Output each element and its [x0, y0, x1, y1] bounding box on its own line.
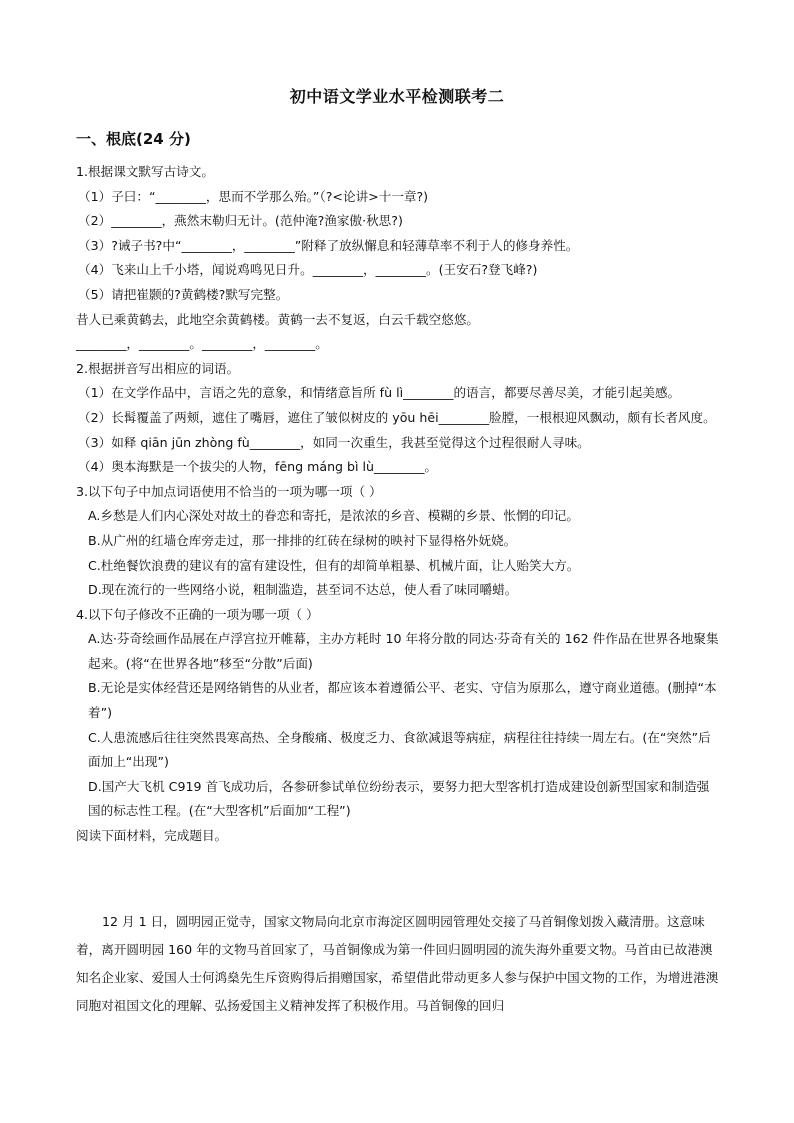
reading-material — [76, 908, 720, 1020]
reading-instruction: 阅读下面材料，完成题目。 — [76, 828, 228, 844]
question-4-heading: 4.以下句子修改不正确的一项为哪一项（ ） — [76, 606, 319, 622]
question-1-item-5: （5）请把崔颢的?黄鹤楼?默写完整。 — [78, 286, 289, 302]
question-1-heading: 1.根据课文默写古诗文。 — [76, 164, 214, 179]
poem-text: 昔人已乘黄鹤去，此地空余黄鹤楼。黄鹤一去不复返，白云千载空悠悠。 — [76, 311, 479, 327]
poem-blanks: ________，________。________，________。 — [76, 336, 328, 352]
question-4-option-c: C.人患流感后往往突然畏寒高热、全身酸痛、极度乏力、食欲减退等病症，病程往往持续一周左右。(在“突然”后面加上“出现”) — [88, 729, 711, 770]
question-4-option-d: D.国产大飞机 C919 首飞成功后，各参研参试单位纷纷表示，要努力把大型客机打造成建设创新型国家和制造强国的标志性工程。(在“大型客机”后面加“工程”) — [88, 778, 710, 819]
question-list — [76, 160, 720, 849]
question-4-option-b: B.无论是实体经营还是网络销售的从业者，都应该本着遵循公平、老实、守信为原那么，遵守商业道德。(删掉“本着”) — [88, 680, 717, 721]
question-3-option-c: C.杜绝餐饮浪费的建议有的富有建设性，但有的却简单粗暴、机械片面，让人贻笑大方。 — [88, 557, 580, 573]
question-2-item-4: （4）奥本海默是一个拔尖的人物，fēng máng bì lù________。 — [78, 459, 437, 475]
question-1-item-1: （1）子曰：“________，思而不学那么殆。”（?<论讲>十一章?) — [78, 188, 429, 204]
question-3-heading: 3.以下句子中加点词语使用不恰当的一项为哪一项（ ） — [76, 483, 382, 499]
page-title: 初中语文学业水平检测联考二 — [289, 87, 505, 106]
section-heading: 一、根底(24 分) — [76, 130, 191, 148]
question-1-item-2: （2）________，燕然末勒归无计。(范仲淹?渔家傲·秋思?) — [78, 213, 403, 229]
question-3-option-b: B.从广州的红墙仓库旁走过，那一排排的红砖在绿树的映衬下显得格外妩娆。 — [88, 532, 517, 548]
question-2-heading: 2.根据拼音写出相应的词语。 — [76, 360, 240, 376]
question-2-item-3: （3）如释 qiān jūn zhòng fù________，如同一次重生，我甚至觉得这个过程很耐人寻味。 — [78, 434, 590, 450]
question-1-item-3: （3）?诫子书?中“________，________”附释了放纵懈息和轻薄草率不利于人的修身养性。 — [78, 237, 579, 253]
material-paragraph: 12 月 1 日，圆明园正觉寺，国家文物局向北京市海淀区圆明园管理处交接了马首铜像划拨入藏清册。这意味着，离开圆明园 160 年的文物马首回家了，马首铜像成为第一件回归圆明园的流失海外重要文物。马首由已故港澳知名企业家、爱国人士何鸿燊先生斥资购得后捐赠国家，希望借此带动更多人参与保护中国文物的工作，为增进港澳同胞对祖国文化的理解、弘扬爱国主义精神发挥了积极作用。马首铜像的回归 — [76, 914, 719, 1013]
question-3-option-a: A.乡愁是人们内心深处对故土的眷恋和寄托，是浓浓的乡音、模糊的乡景、怅惘的印记。 — [88, 508, 579, 524]
question-3-option-d: D.现在流行的一些网络小说，粗制滥造，甚至词不达总，使人看了味同嚼蜡。 — [88, 582, 518, 598]
question-1-item-4: （4）飞来山上千小塔，闻说鸡鸣见日升。________，________。(王安石?登飞峰?) — [78, 262, 538, 278]
question-4-option-a: A.达·芬奇绘画作品展在卢浮宫拉开帷幕，主办方耗时 10 年将分散的同达·芬奇有关的 162 件作品在世界各地聚集起来。(将“在世界各地”移至“分散”后面) — [88, 631, 719, 671]
question-2-item-1: （1）在文学作品中，言语之先的意象，和情绪意旨所 fù lì________的语言，都要尽善尽美，才能引起美感。 — [78, 385, 681, 401]
question-2-item-2: （2）长髯覆盖了两颊，遮住了嘴唇，遮住了皱似树皮的 yōu hēi________脸膛，一根根迎风飘动，颇有长者风度。 — [78, 409, 716, 425]
